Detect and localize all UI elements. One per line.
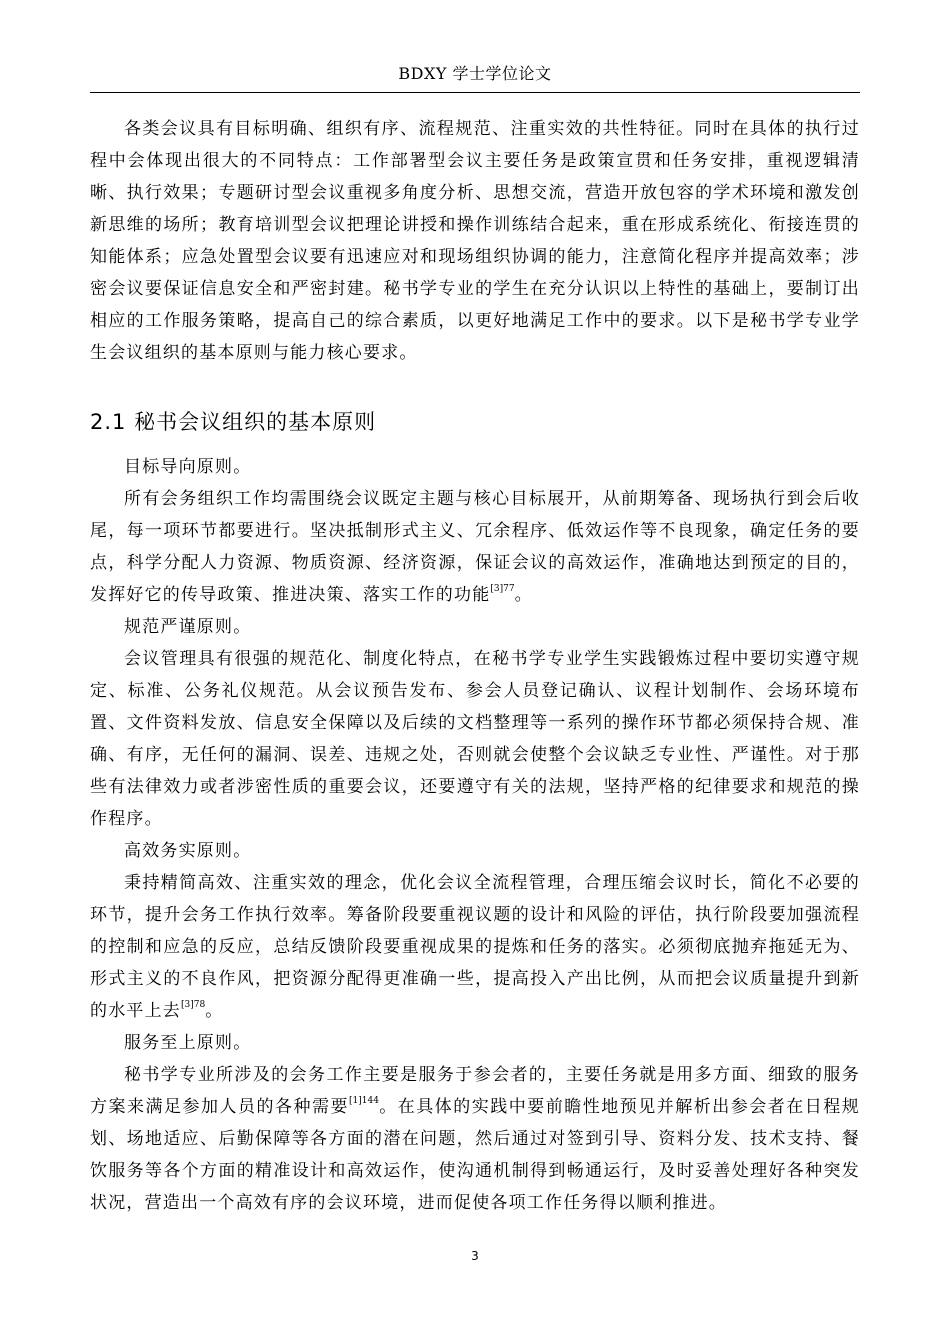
paragraph-text: 所有会务组织工作均需围绕会议既定主题与核心目标展开，从前期筹备、现场执行到会后收尾，每一项环节都要进行。坚决抵制形式主义、冗余程序、低效运作等不良现象，确定任务的要点，科学分配人力资源、物质资源、经济资源，保证会议的高效运作，准确地达到预定的目的，发挥好它的传导政策、推进决策、落实工作的功能 <box>90 489 860 605</box>
paragraph-text: 秘书学专业所涉及的会务工作主要是服务于参会者的，主要任务就是用多方面、细致的服务方案来满足参加人员的各种需要 <box>90 1065 860 1117</box>
section-body <box>90 451 860 1219</box>
header-divider <box>90 92 860 93</box>
principle-title-service: 服务至上原则。 <box>124 1033 252 1053</box>
paragraph-text-end: 。 <box>514 585 533 605</box>
citation-superscript: [3]77 <box>490 584 515 595</box>
citation-superscript: [3]78 <box>181 1000 206 1011</box>
paragraph-text: 秉持精简高效、注重实效的理念，优化会议全流程管理，合理压缩会议时长，简化不必要的环节，提升会务工作执行效率。筹备阶段要重视议题的设计和风险的评估，执行阶段要加强流程的控制和应急的反应，总结反馈阶段要重视成果的提炼和任务的落实。必须彻底抛弃拖延无为、形式主义的不良作风，把资源分配得更准确一些，提高投入产出比例，从而把会议质量提升到新的水平上去 <box>90 873 860 1021</box>
principle-title-goal: 目标导向原则。 <box>124 457 252 477</box>
intro-paragraph: 各类会议具有目标明确、组织有序、流程规范、注重实效的共性特征。同时在具体的执行过程中会体现出很大的不同特点：工作部署型会议主要任务是政策宣贯和任务安排，重视逻辑清晰、执行效果；专题研讨型会议重视多角度分析、思想交流，营造开放包容的学术环境和激发创新思维的场所；教育培训型会议把理论讲授和操作训练结合起来，重在形成系统化、衔接连贯的知能体系；应急处置型会议要有迅速应对和现场组织协调的能力，注意简化程序并提高效率；涉密会议要保证信息安全和严密封建。秘书学专业的学生在充分认识以上特性的基础上，要制订出相应的工作服务策略，提高自己的综合素质，以更好地满足工作中的要求。以下是秘书学专业学生会议组织的基本原则与能力核心要求。 <box>90 119 860 363</box>
principle-title-standard: 规范严谨原则。 <box>124 617 252 637</box>
principle-title-efficiency: 高效务实原则。 <box>124 841 252 861</box>
principle-paragraph-efficiency <box>90 867 860 1027</box>
principle-paragraph-goal <box>90 483 860 611</box>
principle-paragraph-service <box>90 1059 860 1219</box>
page-number: 3 <box>471 1249 479 1263</box>
paragraph-text-end: 。 <box>205 1001 224 1021</box>
intro-block <box>90 113 860 369</box>
running-header-title: BDXY 学士学位论文 <box>398 64 552 83</box>
principle-paragraph-standard: 会议管理具有很强的规范化、制度化特点，在秘书学专业学生实践锻炼过程中要切实遵守规定、标准、公务礼仪规范。从会议预告发布、参会人员登记确认、议程计划制作、会场环境布置、文件资料发放、信息安全保障以及后续的文档整理等一系列的操作环节都必须保持合规、准确、有序，无任何的漏洞、误差、违规之处，否则就会使整个会议缺乏专业性、严谨性。对于那些有法律效力或者涉密性质的重要会议，还要遵守有关的法规，坚持严格的纪律要求和规范的操作程序。 <box>90 649 860 829</box>
citation-superscript: [1]144 <box>349 1096 379 1107</box>
paragraph-text-end: 。在具体的实践中要前瞻性地预见并解析出参会者在日程规划、场地适应、后勤保障等各方面的潜在问题，然后通过对签到引导、资料分发、技术支持、餐饮服务等各个方面的精准设计和高效运作，使沟通机制得到畅通运行，及时妥善处理好各种突发状况，营造出一个高效有序的会议环境，进而促使各项工作任务得以顺利推进。 <box>90 1097 860 1213</box>
section-heading: 2.1 秘书会议组织的基本原则 <box>90 410 377 434</box>
